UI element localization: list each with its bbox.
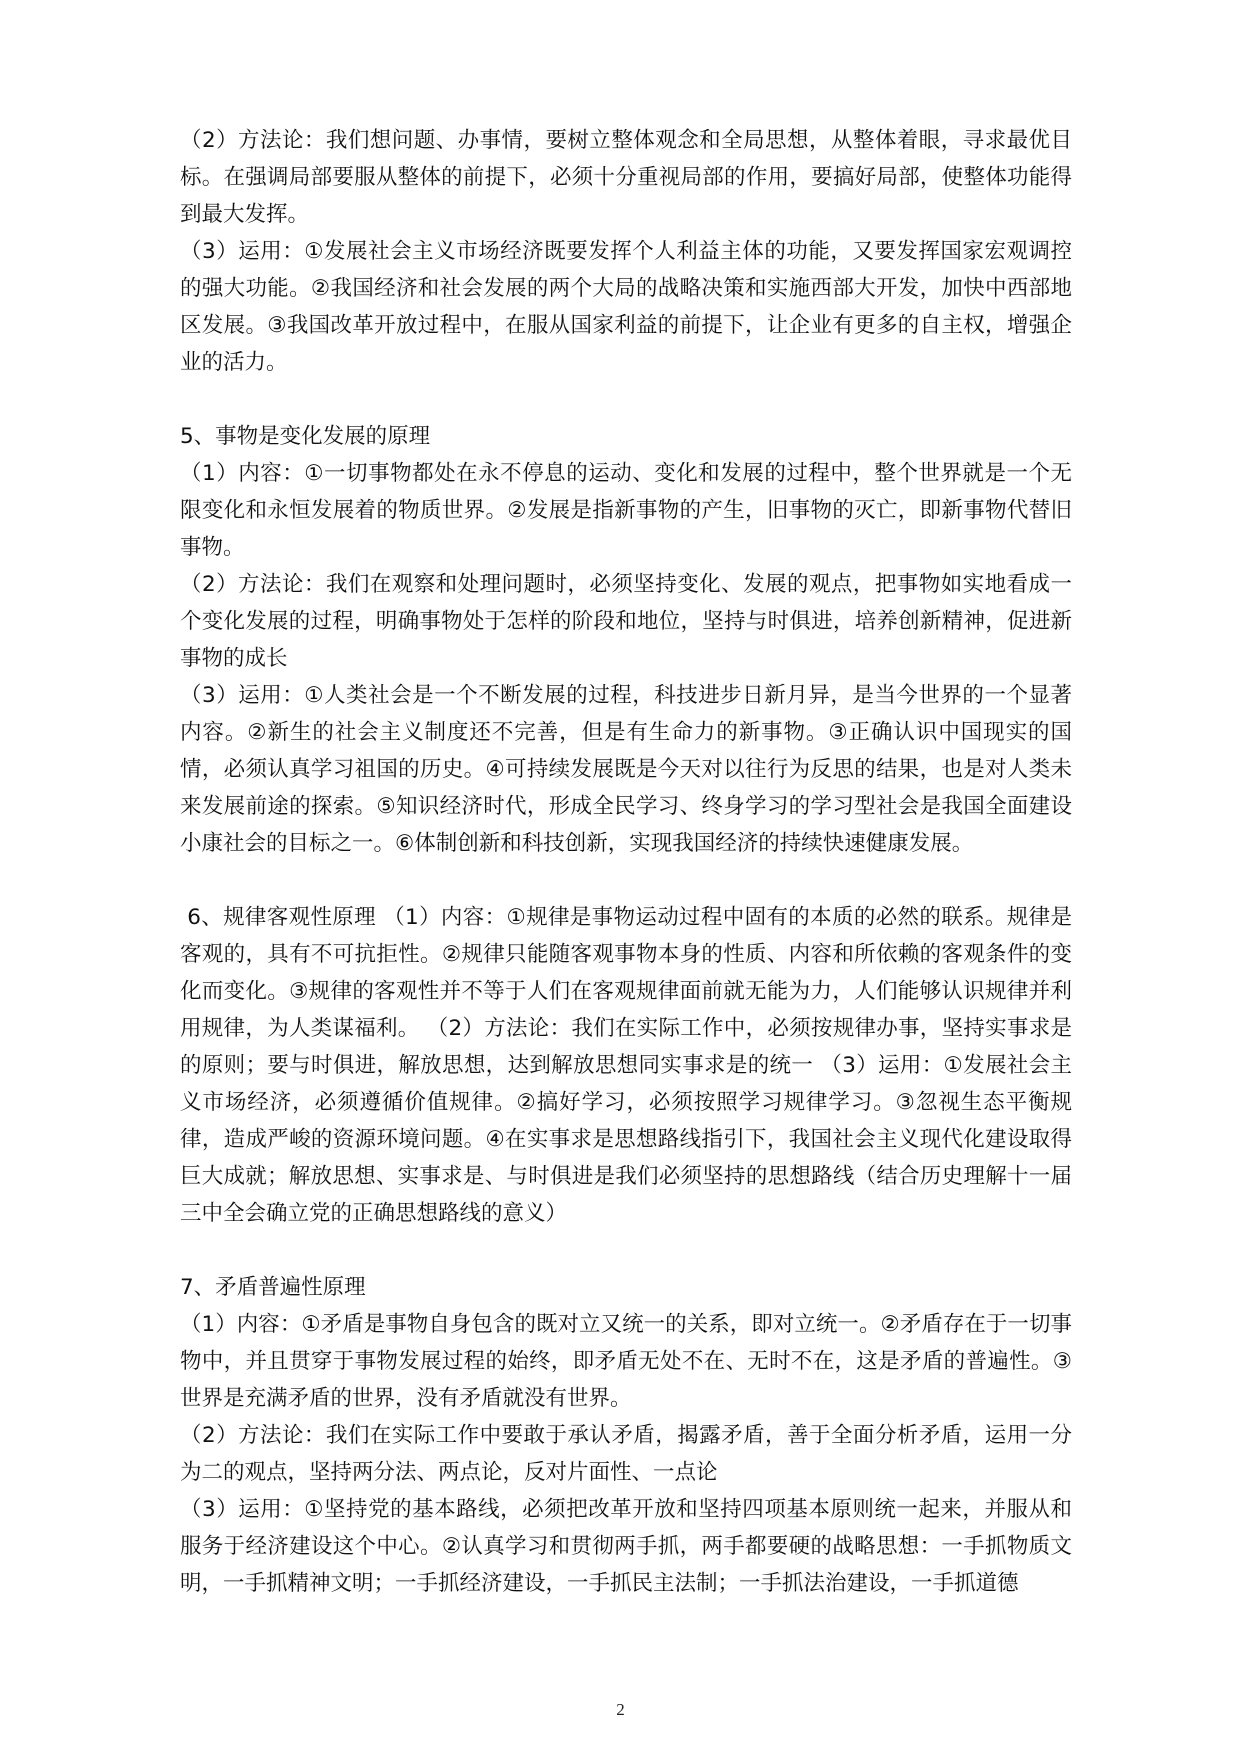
document-body <box>180 122 1072 1602</box>
paragraph-law-objectivity: 6、规律客观性原理 （1）内容：①规律是事物运动过程中固有的本质的必然的联系。规律是客观的，具有不可抗拒性。②规律只能随客观事物本身的性质、内容和所依赖的客观条件的变化而变化。③规律的客观性并不等于人们在客观规律面前就无能为力，人们能够认识规律并利用规律，为人类谋福利。 （2）方法论：我们在实际工作中，必须按规律办事，坚持实事求是的原则；要与时俱进，解放思想，达到解放思想同实事求是的统一 （3）运用：①发展社会主义市场经济，必须遵循价值规律。②搞好学习，必须按照学习规律学习。③忽视生态平衡规律，造成严峻的资源环境问题。④在实事求是思想路线指引下，我国社会主义现代化建设取得巨大成就；解放思想、实事求是、与时俱进是我们必须坚持的思想路线（结合历史理解十一届三中全会确立党的正确思想路线的意义） <box>180 905 1072 1226</box>
section-title-contradiction: 7、矛盾普遍性原理 <box>180 1275 366 1300</box>
paragraph-application-whole: （3）运用：①发展社会主义市场经济既要发挥个人利益主体的功能，又要发挥国家宏观调控的强大功能。②我国经济和社会发展的两个大局的战略决策和实施西部大开发，加快中西部地区发展。③我国改革开放过程中，在服从国家利益的前提下，让企业有更多的自主权，增强企业的活力。 <box>180 239 1072 375</box>
paragraph-methodology-whole: （2）方法论：我们想问题、办事情，要树立整体观念和全局思想，从整体着眼，寻求最优目标。在强调局部要服从整体的前提下，必须十分重视局部的作用，要搞好局部，使整体功能得到最大发挥。 <box>180 128 1072 227</box>
paragraph-application-development: （3）运用：①人类社会是一个不断发展的过程，科技进步日新月异，是当今世界的一个显著内容。②新生的社会主义制度还不完善，但是有生命力的新事物。③正确认识中国现实的国情，必须认真学习祖国的历史。④可持续发展既是今天对以往行为反思的结果，也是对人类未来发展前途的探索。⑤知识经济时代，形成全民学习、终身学习的学习型社会是我国全面建设小康社会的目标之一。⑥体制创新和科技创新，实现我国经济的持续快速健康发展。 <box>180 683 1072 856</box>
page-number: 2 <box>616 1700 625 1719</box>
paragraph-application-contradiction: （3）运用：①坚持党的基本路线，必须把改革开放和坚持四项基本原则统一起来，并服从和服务于经济建设这个中心。②认真学习和贯彻两手抓，两手都要硬的战略思想：一手抓物质文明，一手抓精神文明；一手抓经济建设，一手抓民主法制；一手抓法治建设，一手抓道德 <box>180 1497 1072 1596</box>
paragraph-content-contradiction: （1）内容：①矛盾是事物自身包含的既对立又统一的关系，即对立统一。②矛盾存在于一切事物中，并且贯穿于事物发展过程的始终，即矛盾无处不在、无时不在，这是矛盾的普遍性。③世界是充满矛盾的世界，没有矛盾就没有世界。 <box>180 1312 1072 1411</box>
section-gap <box>180 381 1072 418</box>
paragraph-methodology-contradiction: （2）方法论：我们在实际工作中要敢于承认矛盾，揭露矛盾，善于全面分析矛盾，运用一分为二的观点，坚持两分法、两点论，反对片面性、一点论 <box>180 1423 1072 1485</box>
paragraph-methodology-development: （2）方法论：我们在观察和处理问题时，必须坚持变化、发展的观点，把事物如实地看成一个变化发展的过程，明确事物处于怎样的阶段和地位，坚持与时俱进，培养创新精神，促进新事物的成长 <box>180 572 1072 671</box>
paragraph-content-development: （1）内容：①一切事物都处在永不停息的运动、变化和发展的过程中，整个世界就是一个无限变化和永恒发展着的物质世界。②发展是指新事物的产生，旧事物的灭亡，即新事物代替旧事物。 <box>180 461 1072 560</box>
section-gap <box>180 1232 1072 1269</box>
section-gap <box>180 862 1072 899</box>
section-title-development: 5、事物是变化发展的原理 <box>180 424 431 449</box>
